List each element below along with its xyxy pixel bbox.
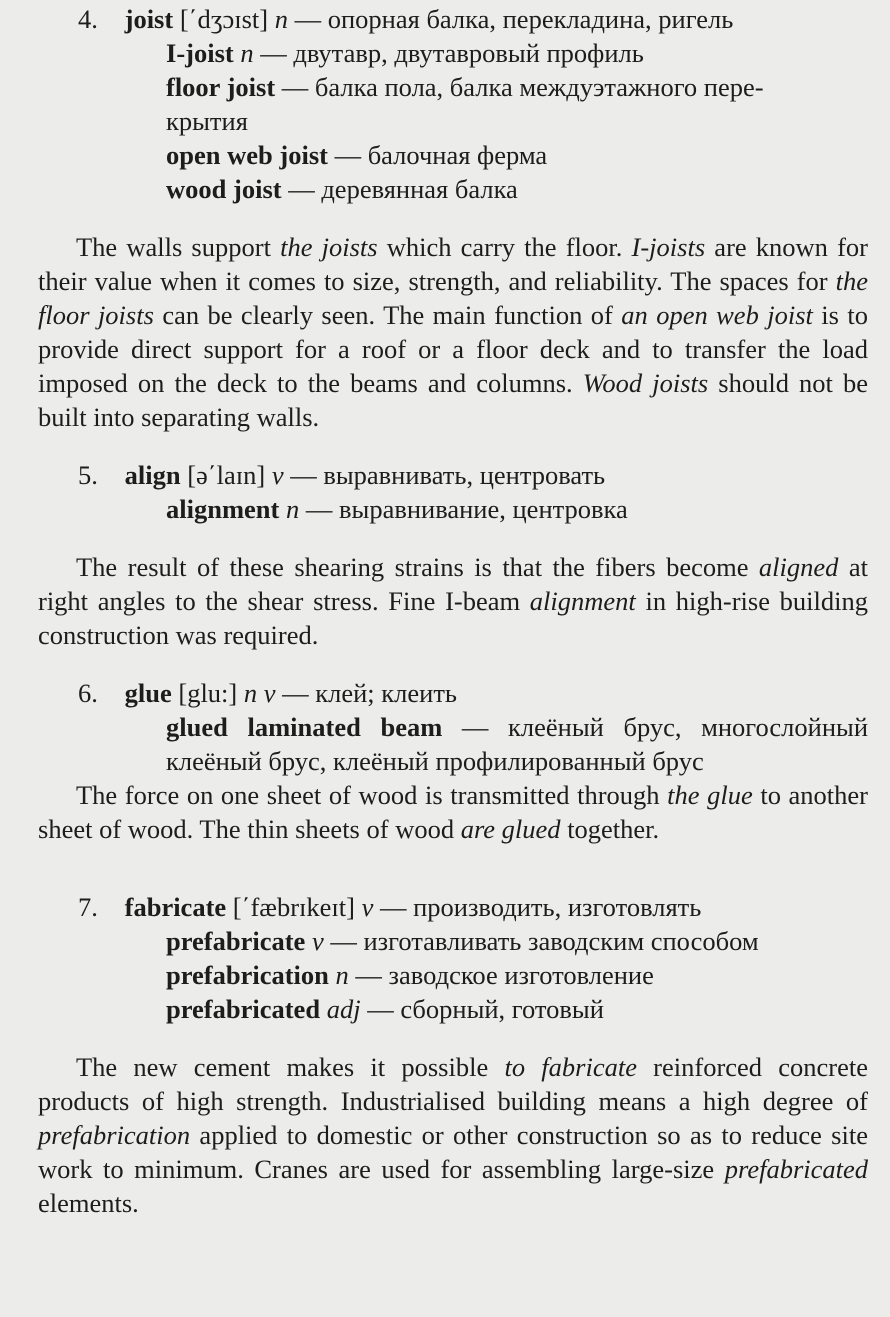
entry-pronunciation: [΄fæbrɪkeɪt] — [232, 892, 355, 922]
example-paragraph — [38, 230, 868, 434]
vocab-entry-joist — [38, 0, 868, 206]
paragraph-text: elements. — [38, 1188, 139, 1218]
sub-term: glued laminated beam — [166, 712, 443, 742]
sub-entry — [86, 992, 868, 1026]
italic-term: Wood joists — [582, 368, 709, 398]
example-paragraph — [38, 778, 868, 846]
example-paragraph — [38, 1050, 868, 1220]
sub-definition: — изготавливать заводским способом — [330, 926, 759, 956]
vocab-entry-glue — [38, 676, 868, 778]
sub-term: open web joist — [166, 140, 328, 170]
entry-definition: — клей; клеить — [282, 678, 458, 708]
paragraph-text: should not be built into separating walls. — [38, 368, 868, 432]
example-paragraph — [38, 550, 868, 652]
sub-entry — [86, 492, 868, 526]
paragraph-text: reinforced concrete products of high strength. Industrialised building means a high degree of — [38, 1052, 869, 1116]
sub-entry — [86, 138, 868, 172]
sub-term: wood joist — [166, 174, 282, 204]
sub-definition: — балка пола, балка междуэтажного пере- — [281, 72, 764, 102]
sub-term: I-joist — [166, 38, 234, 68]
sub-entry — [86, 924, 868, 958]
entry-term: joist — [124, 4, 174, 34]
italic-term: prefabrication — [38, 1120, 191, 1150]
paragraph-text: to another sheet of wood. The thin sheets of wood — [38, 780, 869, 844]
entry-definition: — выравнивать, центровать — [290, 460, 606, 490]
italic-term: alignment — [529, 586, 636, 616]
paragraph-text: in high-rise building construction was required. — [38, 586, 869, 650]
entry-definition: — производить, изготовлять — [379, 892, 702, 922]
sub-definition: — двутавр, двутавровый профиль — [260, 38, 644, 68]
italic-term: I-joists — [631, 232, 706, 262]
sub-entry — [86, 70, 868, 104]
vocab-entry-fabricate — [38, 890, 868, 1026]
sub-entry — [86, 36, 868, 70]
sub-term: prefabrication — [166, 960, 329, 990]
sub-entry — [86, 172, 868, 206]
paragraph-text: The result of these shearing strains is that the fibers become — [76, 552, 759, 582]
entry-term: fabricate — [124, 892, 227, 922]
entry-head — [78, 2, 868, 36]
sub-definition: — клеёный брус, многослойный клеёный брус, клеёный профилированный брус — [166, 712, 869, 776]
italic-term: an open web joist — [621, 300, 813, 330]
paragraph-text: are known for their value when it comes to size, strength, and reliability. The spaces for — [38, 232, 868, 296]
entry-number: 4. — [78, 4, 98, 34]
entry-head — [78, 890, 868, 924]
paragraph-text: The new cement makes it possible — [76, 1052, 505, 1082]
sub-definition: — балочная ферма — [334, 140, 548, 170]
sub-entry — [86, 710, 868, 778]
sub-term: prefabricate — [166, 926, 306, 956]
entry-pos: v — [361, 892, 374, 922]
sub-pos: n — [335, 960, 349, 990]
sub-definition: — заводское изготовление — [355, 960, 654, 990]
italic-term: are glued — [460, 814, 561, 844]
entry-pronunciation: [ǝ΄laɪn] — [187, 460, 266, 490]
entry-definition: — опорная балка, перекладина, ригель — [294, 4, 734, 34]
entry-pos: n — [274, 4, 288, 34]
italic-term: aligned — [758, 552, 839, 582]
italic-term: the glue — [667, 780, 753, 810]
entry-number: 7. — [78, 892, 98, 922]
italic-term: prefabricated — [724, 1154, 868, 1184]
sub-term: prefabricated — [166, 994, 321, 1024]
entry-term: align — [124, 460, 181, 490]
sub-pos: v — [311, 926, 324, 956]
paragraph-text: The force on one sheet of wood is transmitted through — [76, 780, 668, 810]
paragraph-text: at right angles to the shear stress. Fine I-beam — [38, 552, 868, 616]
sub-definition: — сборный, готовый — [367, 994, 604, 1024]
paragraph-text: can be clearly seen. The main function of — [153, 300, 622, 330]
sub-definition: — выравнивание, центровка — [305, 494, 628, 524]
entry-pronunciation: [glu:] — [178, 678, 238, 708]
paragraph-text: applied to domestic or other construction so as to reduce site work to minimum. Cranes are used for assembling large-size — [38, 1120, 868, 1184]
entry-head — [78, 676, 868, 710]
paragraph-text: which carry the floor. — [377, 232, 632, 262]
sub-definition-continued: крытия — [166, 106, 248, 136]
sub-term: floor joist — [166, 72, 276, 102]
italic-term: to fabricate — [504, 1052, 637, 1082]
sub-pos: n — [240, 38, 254, 68]
entry-pronunciation: [΄dʒɔɪst] — [179, 4, 269, 34]
entry-number: 6. — [78, 678, 98, 708]
entry-pos: v — [271, 460, 284, 490]
entry-head — [78, 458, 868, 492]
sub-pos: adj — [326, 994, 361, 1024]
entry-number: 5. — [78, 460, 98, 490]
entry-pos: n v — [243, 678, 276, 708]
sub-pos: n — [286, 494, 300, 524]
sub-entry — [86, 958, 868, 992]
paragraph-text: The walls support — [76, 232, 281, 262]
entry-term: glue — [124, 678, 172, 708]
italic-term: the floor joists — [38, 266, 868, 330]
paragraph-text: is to provide direct support for a roof or a floor deck and to transfer the load imposed on the deck to the beams and columns. — [38, 300, 868, 398]
vocab-entry-align — [38, 458, 868, 526]
sub-term: alignment — [166, 494, 280, 524]
sub-definition: — деревянная балка — [288, 174, 518, 204]
paragraph-text: together. — [560, 814, 660, 844]
italic-term: the joists — [280, 232, 378, 262]
